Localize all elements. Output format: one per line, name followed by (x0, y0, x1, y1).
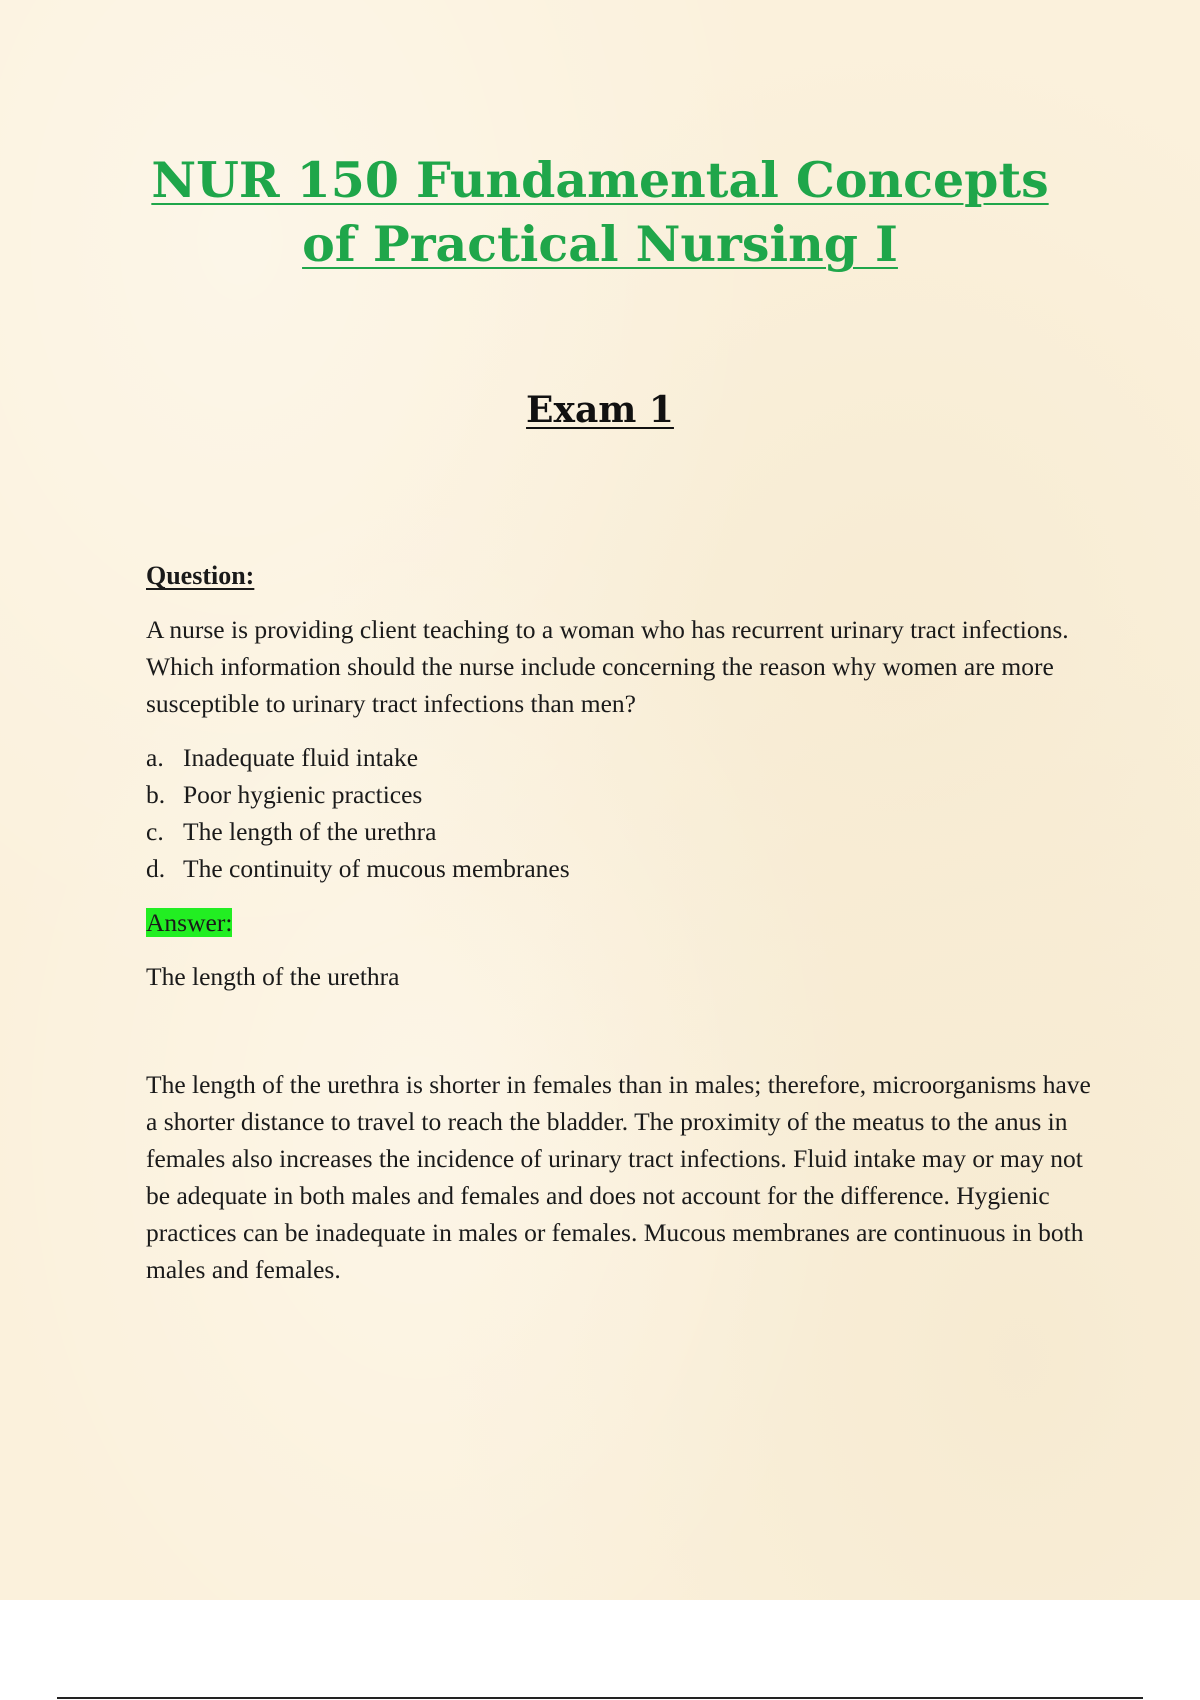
question-heading: Question: (146, 561, 255, 590)
question-block (146, 557, 1091, 1288)
option-item (146, 813, 1091, 850)
option-text: The continuity of mucous membranes (183, 854, 570, 883)
question-text: A nurse is providing client teaching to a woman who has recurrent urinary tract infections. Which information should the nurse include concerning the reason why women are more susceptible to urinary tract infections than men? (146, 615, 1069, 718)
title-line-1: NUR 150 Fundamental Concepts (151, 151, 1049, 209)
rationale-text: The length of the urethra is shorter in females than in males; therefore, microorganisms have a shorter distance to travel to reach the bladder. The proximity of the meatus to the anus in females also increases the incidence of urinary tract infections. Fluid intake may or may not be adequate in both males and females and does not account for the difference. Hygienic practices can be inadequate in males or females. Mucous membranes are continuous in both males and females. (146, 1070, 1091, 1284)
exam-label: Exam 1 (526, 389, 674, 431)
footer-divider (57, 1697, 1143, 1699)
answer-options (146, 739, 1091, 887)
exam-heading (100, 387, 1100, 433)
answer-label (146, 904, 1091, 941)
option-text: The length of the urethra (183, 817, 437, 846)
option-letter: b. (146, 780, 166, 809)
option-letter: d. (146, 854, 166, 883)
option-text: Poor hygienic practices (183, 780, 423, 809)
option-letter: c. (146, 817, 164, 846)
answer-highlight: Answer: (146, 908, 233, 937)
option-text: Inadequate fluid intake (183, 743, 419, 772)
document-title (100, 148, 1100, 276)
title-line-2: of Practical Nursing I (302, 215, 898, 273)
option-item (146, 739, 1091, 776)
option-item (146, 776, 1091, 813)
option-letter: a. (146, 743, 164, 772)
option-item (146, 850, 1091, 887)
answer-text: The length of the urethra (146, 962, 400, 991)
